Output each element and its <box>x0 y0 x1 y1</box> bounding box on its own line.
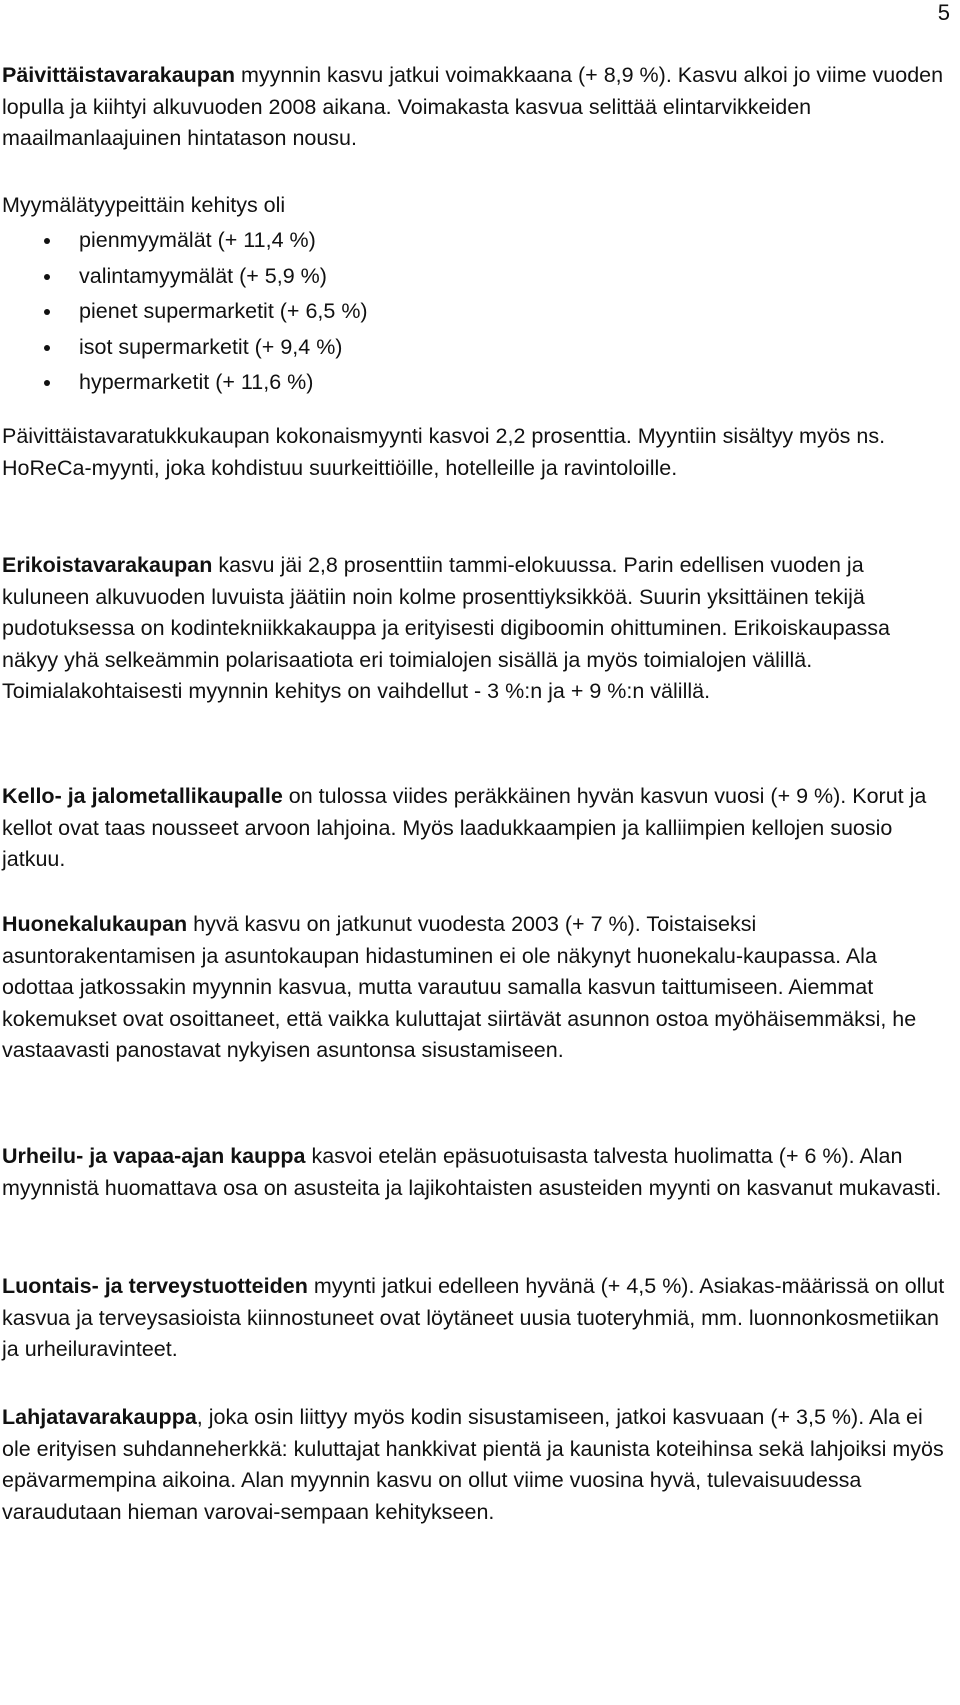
paragraph-store-types-intro <box>2 190 952 222</box>
list-item: hypermarketit (+ 11,6 %) <box>2 367 602 403</box>
paragraph-lead: Huonekalukaupan <box>2 912 188 936</box>
paragraph-specialty-retail <box>2 550 952 708</box>
store-types-list <box>2 225 602 403</box>
paragraph-lead: Lahjatavarakauppa <box>2 1405 197 1429</box>
list-item: isot supermarketit (+ 9,4 %) <box>2 332 602 368</box>
list-item: pienmyymälät (+ 11,4 %) <box>2 225 602 261</box>
paragraph-text: Päivittäistavaratukkukaupan kokonaismyynti kasvoi 2,2 prosenttia. Myyntiin sisältyy myös ns. HoReCa-myynti, joka kohdistuu suurkeittiöille, hotelleille ja ravintoloille. <box>2 424 886 480</box>
paragraph-gift-retail <box>2 1402 952 1528</box>
paragraph-lead: Urheilu- ja vapaa-ajan kauppa <box>2 1144 306 1168</box>
paragraph-text: myynnin kasvu jatkui voimakkaana (+ 8,9 %). Kasvu alkoi jo viime vuoden lopulla ja kiihtyi alkuvuoden 2008 aikana. Voimakasta kasvua selittää elintarvikkeiden maailmanlaajuinen hintatason nousu. <box>2 63 944 150</box>
paragraph-text: hyvä kasvu on jatkunut vuodesta 2003 (+ 7 %). Toistaiseksi asuntorakentamisen ja asuntokaupan hidastuminen ei ole näkynyt huonekalu-kaupassa. Ala odottaa jatkossakin myynnin kasvua, mutta varautuu samalla kasvun taittumiseen. Aiemmat kokemukset ovat osoittaneet, että vaikka kuluttajat siirtävät asunnon ostoa myöhäisemmäksi, he vastaavasti panostavat nykyisen asuntonsa sisustamiseen. <box>2 912 917 1062</box>
page-number: 5 <box>937 0 950 25</box>
paragraph-text: kasvoi etelän epäsuotuisasta talvesta huolimatta (+ 6 %). Alan myynnistä huomattava osa on asusteita ja lajikohtaisten asusteiden myynti on kasvanut mukavasti. <box>2 1144 942 1200</box>
list-item: valintamyymälät (+ 5,9 %) <box>2 261 602 297</box>
paragraph-lead: Kello- ja jalometallikaupalle <box>2 784 283 808</box>
paragraph-furniture <box>2 909 952 1067</box>
paragraph-text: kasvu jäi 2,8 prosenttiin tammi-elokuussa. Parin edellisen vuoden ja kuluneen alkuvuoden luvuista jäätiin noin kolme prosenttiyksikköä. Suurin yksittäinen tekijä pudotuksessa on kodintekniikkakauppa ja erityisesti digiboomin ohittuminen. Erikoiskaupassa näkyy yhä selkeämmin polarisaatiota eri toimialojen sisällä ja myös toimialojen välillä. Toimialakohtaisesti myynnin kehitys on vaihdellut - 3 %:n ja + 9 %:n välillä. <box>2 553 890 703</box>
paragraph-grocery-wholesale <box>2 421 952 484</box>
paragraph-text: , joka osin liittyy myös kodin sisustamiseen, jatkoi kasvuaan (+ 3,5 %). Ala ei ole erityisen suhdanneherkkä: kuluttajat hankkivat pientä ja kaunista koteihinsa sekä lahjoiksi myös epävarmempina aikoina. Alan myynnin kasvu on ollut viime vuosina hyvä, tulevaisuudessa varaudutaan hieman varovai-sempaan kehitykseen. <box>2 1405 944 1524</box>
paragraph-grocery-retail <box>2 60 952 155</box>
paragraph-text: on tulossa viides peräkkäinen hyvän kasvun vuosi (+ 9 %). Korut ja kellot ovat taas nousseet arvoon lahjoina. Myös laadukkaampien ja kalliimpien kellojen suosio jatkuu. <box>2 784 927 871</box>
paragraph-health-products <box>2 1271 952 1366</box>
paragraph-sports-leisure <box>2 1141 952 1204</box>
paragraph-lead: Päivittäistavarakaupan <box>2 63 236 87</box>
paragraph-watch-jewelry <box>2 781 952 876</box>
paragraph-text: myynti jatkui edelleen hyvänä (+ 4,5 %). Asiakas-määrissä on ollut kasvua ja terveysasioista kiinnostuneet ovat löytäneet uusia tuoteryhmiä, mm. luonnonkosmetiikan ja urheiluravinteet. <box>2 1274 945 1361</box>
list-item: pienet supermarketit (+ 6,5 %) <box>2 296 602 332</box>
paragraph-lead: Luontais- ja terveystuotteiden <box>2 1274 308 1298</box>
paragraph-lead: Erikoistavarakaupan <box>2 553 213 577</box>
paragraph-text: Myymälätyypeittäin kehitys oli <box>2 193 286 217</box>
